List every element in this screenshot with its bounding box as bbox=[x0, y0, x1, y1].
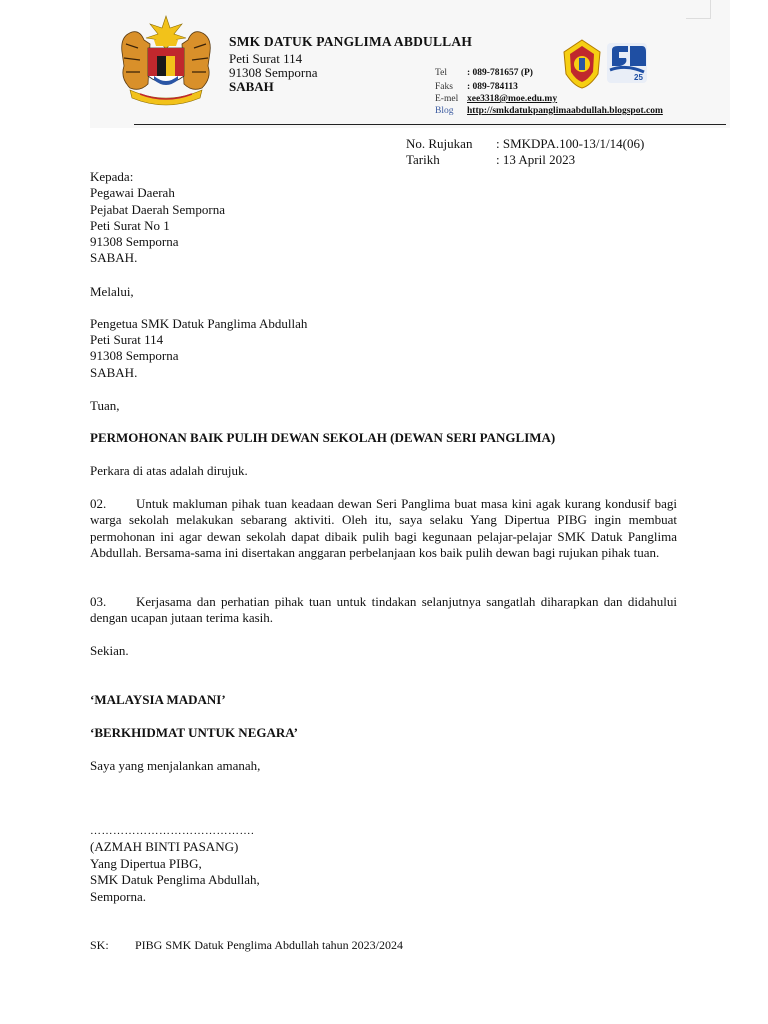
contact-blog bbox=[435, 106, 663, 116]
via-line: Peti Surat 114 bbox=[90, 332, 164, 347]
reference-value: : SMKDPA.100-13/1/14(06) bbox=[496, 136, 645, 151]
signatory-name: (AZMAH BINTI PASANG) bbox=[90, 839, 239, 854]
school-name: SMK DATUK PANGLIMA ABDULLAH bbox=[229, 34, 473, 49]
signatory-title: Yang Dipertua PIBG, bbox=[90, 856, 202, 871]
paragraph-number: 03. bbox=[90, 594, 107, 609]
signature-line: ……………………………………. bbox=[90, 825, 255, 837]
paragraph-text: Untuk makluman pihak tuan keadaan dewan Seri Panglima buat masa kini agak kurang kondusif bagi warga sekolah melakukan sebarang aktiviti. Oleh itu, saya selaku Yang Dipertua PIBG ingin membuat permohonan ini agar dewan sekolah dapat dibaik pulih bagi kegunaan pelajar-pelajar SMK Datuk Panglima Abdullah. Bersama-sama ini disertakan anggaran perbelanjaan kos baik pulih dewan bagi rujukan pihak tuan. bbox=[90, 496, 677, 560]
recipient-line: Peti Surat No 1 bbox=[90, 218, 170, 233]
cc-label: SK: bbox=[90, 938, 109, 952]
paragraph-text: Kerjasama dan perhatian pihak tuan untuk tindakan selanjutnya sangatlah diharapkan dan didahului dengan ucapan jutaan terima kasih. bbox=[90, 594, 677, 626]
via-line: Pengetua SMK Datuk Panglima Abdullah bbox=[90, 316, 308, 331]
subject-heading: PERMOHONAN BAIK PULIH DEWAN SEKOLAH (DEWAN SERI PANGLIMA) bbox=[90, 430, 556, 445]
email-label: E-mel bbox=[435, 94, 459, 104]
date-value: : 13 April 2023 bbox=[496, 152, 576, 167]
signatory-location: Semporna. bbox=[90, 889, 146, 904]
via-line: SABAH. bbox=[90, 365, 138, 380]
tel-value: : 089-781657 (P) bbox=[467, 68, 533, 78]
email-link[interactable]: xee3318@moe.edu.my bbox=[467, 94, 558, 104]
school-address-line2: 91308 Semporna bbox=[229, 65, 318, 80]
opening-line: Perkara di atas adalah dirujuk. bbox=[90, 463, 248, 478]
letterhead-divider bbox=[134, 124, 726, 125]
sign-off: Saya yang menjalankan amanah, bbox=[90, 758, 261, 773]
svg-text:25: 25 bbox=[634, 73, 643, 82]
recipient-line: SABAH. bbox=[90, 250, 138, 265]
date-label: Tarikh bbox=[406, 152, 440, 167]
paragraph-03 bbox=[90, 594, 677, 627]
contact-fax bbox=[435, 82, 518, 92]
via-heading: Melalui, bbox=[90, 284, 134, 299]
slogan-malaysia-madani: ‘MALAYSIA MADANI’ bbox=[90, 692, 226, 707]
recipient-line: Pejabat Daerah Semporna bbox=[90, 202, 226, 217]
recipient-heading: Kepada: bbox=[90, 169, 134, 184]
fax-label: Faks bbox=[435, 82, 453, 92]
via-line: 91308 Semporna bbox=[90, 348, 179, 363]
slogan-berkhidmat: ‘BERKHIDMAT UNTUK NEGARA’ bbox=[90, 725, 299, 740]
blog-label: Blog bbox=[435, 106, 454, 116]
school-25-logo-icon bbox=[606, 42, 648, 84]
paragraph-02 bbox=[90, 496, 677, 561]
contact-tel bbox=[435, 68, 533, 78]
coat-of-arms-icon bbox=[116, 14, 216, 106]
school-address-line3: SABAH bbox=[229, 79, 274, 94]
salutation: Tuan, bbox=[90, 398, 120, 413]
page-corner bbox=[686, 0, 711, 19]
blog-link[interactable]: http://smkdatukpanglimaabdullah.blogspot.com bbox=[467, 106, 663, 116]
signatory-organization: SMK Datuk Penglima Abdullah, bbox=[90, 872, 260, 887]
tel-label: Tel bbox=[435, 68, 447, 78]
school-address-line1: Peti Surat 114 bbox=[229, 51, 303, 66]
closing-line: Sekian. bbox=[90, 643, 129, 658]
cc-value: PIBG SMK Datuk Penglima Abdullah tahun 2023/2024 bbox=[135, 938, 403, 952]
paragraph-number: 02. bbox=[90, 496, 107, 511]
recipient-line: Pegawai Daerah bbox=[90, 185, 175, 200]
fax-value: : 089-784113 bbox=[467, 82, 518, 92]
contact-email bbox=[435, 94, 557, 104]
recipient-line: 91308 Semporna bbox=[90, 234, 179, 249]
reference-label: No. Rujukan bbox=[406, 136, 473, 151]
school-badge-icon bbox=[560, 38, 604, 90]
